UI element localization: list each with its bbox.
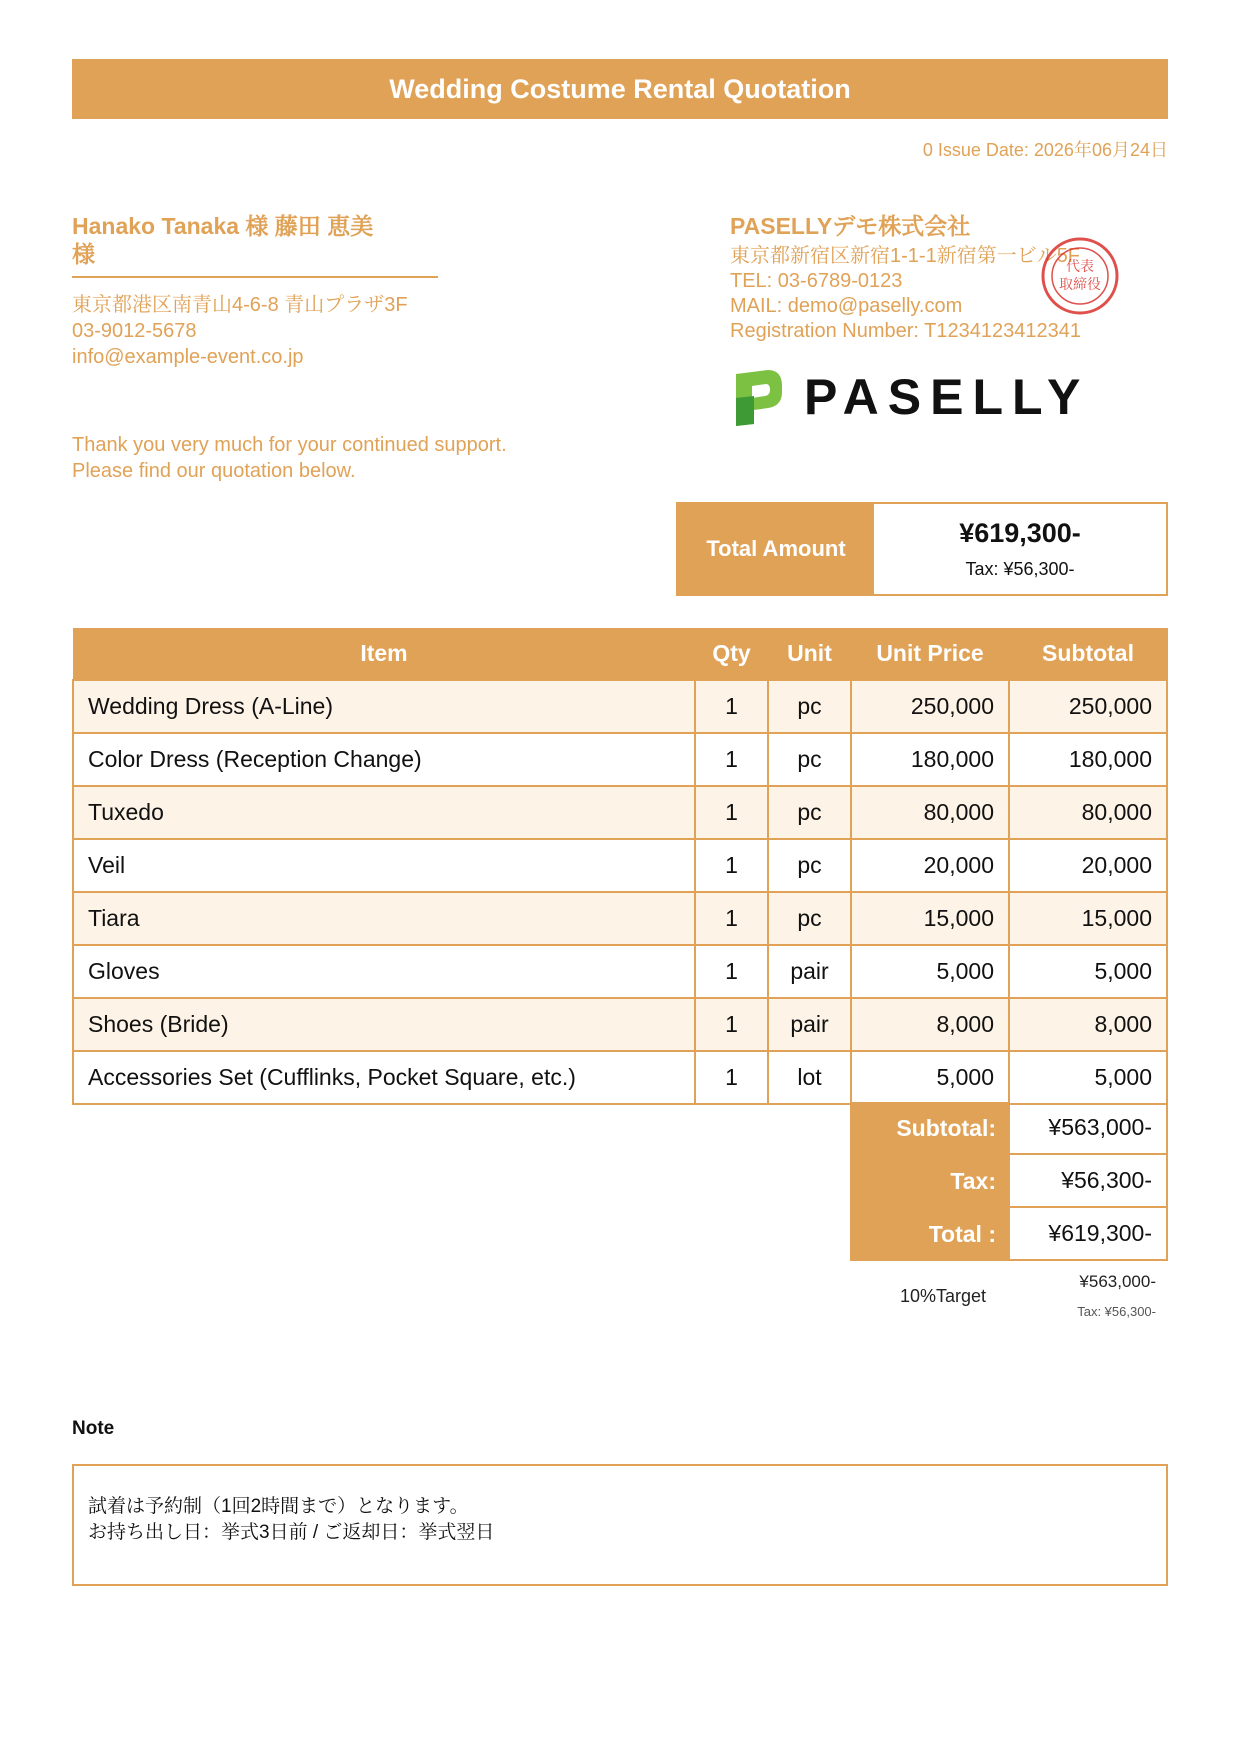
svg-text:代表: 代表 [1066, 259, 1094, 275]
summary-total-row [850, 1208, 1168, 1261]
greeting-text [72, 432, 507, 484]
cell-item: Tiara [73, 892, 695, 945]
cell-item: Accessories Set (Cufflinks, Pocket Square, etc.) [73, 1051, 695, 1104]
table-row [73, 1051, 1167, 1104]
note-line1: 試着は予約制（1回2時間まで）となります。 [88, 1496, 469, 1517]
company-mail: MAIL: demo@paselly.com [730, 295, 963, 317]
tax-breakdown-tax: Tax: ¥56,300- [1077, 1304, 1156, 1319]
tax-breakdown-amount: ¥563,000- [1079, 1272, 1156, 1291]
cell-qty: 1 [695, 839, 768, 892]
issue-date: 0 Issue Date: 2026年06月24日 [922, 140, 1168, 160]
summary-subtotal-row [850, 1102, 1168, 1155]
cell-subtotal: 5,000 [1009, 1051, 1167, 1104]
company-tel: TEL: 03-6789-0123 [730, 270, 903, 292]
cell-qty: 1 [695, 786, 768, 839]
cell-item: Wedding Dress (A-Line) [73, 680, 695, 733]
table-row [73, 998, 1167, 1051]
company-name: PASELLYデモ株式会社 [730, 213, 971, 239]
cell-item: Tuxedo [73, 786, 695, 839]
cell-unit: pc [768, 680, 851, 733]
cell-subtotal: 180,000 [1009, 733, 1167, 786]
customer-name-line2: 様 [72, 241, 95, 267]
total-amount-tax: Tax: ¥56,300- [965, 559, 1075, 579]
cell-qty: 1 [695, 998, 768, 1051]
cell-qty: 1 [695, 733, 768, 786]
note-box [72, 1464, 1168, 1586]
cell-unit-price: 5,000 [851, 1051, 1009, 1104]
table-row [73, 733, 1167, 786]
cell-unit: pc [768, 733, 851, 786]
svg-text:取締役: 取締役 [1059, 277, 1101, 293]
greeting-line2: Please find our quotation below. [72, 460, 356, 482]
total-amount-box [676, 502, 1168, 596]
items-table [72, 628, 1168, 1105]
paselly-logo-icon [730, 368, 784, 426]
cell-subtotal: 5,000 [1009, 945, 1167, 998]
header-unit-price: Unit Price [851, 628, 1009, 680]
cell-subtotal: 20,000 [1009, 839, 1167, 892]
customer-block [72, 212, 438, 370]
cell-unit-price: 8,000 [851, 998, 1009, 1051]
items-table-header [73, 628, 1167, 680]
header-qty: Qty [695, 628, 768, 680]
cell-unit: pc [768, 839, 851, 892]
cell-subtotal: 80,000 [1009, 786, 1167, 839]
summary-total-value: ¥619,300- [1010, 1208, 1168, 1261]
cell-qty: 1 [695, 1051, 768, 1104]
table-row [73, 945, 1167, 998]
company-seal-stamp [1040, 236, 1120, 316]
company-logo [730, 368, 1089, 426]
company-address: 東京都新宿区新宿1-1-1新宿第一ビル5F [730, 245, 1081, 267]
cell-item: Veil [73, 839, 695, 892]
summary-subtotal-value: ¥563,000- [1010, 1102, 1168, 1155]
cell-unit: pc [768, 786, 851, 839]
cell-unit: lot [768, 1051, 851, 1104]
customer-email: info@example-event.co.jp [72, 346, 304, 368]
summary-tax-row [850, 1155, 1168, 1208]
document-title: Wedding Costume Rental Quotation [72, 59, 1168, 119]
summary-tax-label: Tax: [850, 1155, 1010, 1208]
cell-unit: pair [768, 998, 851, 1051]
summary-total-label: Total : [850, 1208, 1010, 1261]
customer-contact [72, 292, 438, 370]
cell-unit-price: 5,000 [851, 945, 1009, 998]
table-row [73, 892, 1167, 945]
total-amount-label: Total Amount [678, 504, 874, 594]
customer-name [72, 212, 438, 268]
header-item: Item [73, 628, 695, 680]
cell-qty: 1 [695, 892, 768, 945]
cell-qty: 1 [695, 680, 768, 733]
cell-subtotal: 250,000 [1009, 680, 1167, 733]
summary-tax-value: ¥56,300- [1010, 1155, 1168, 1208]
company-registration: Registration Number: T1234123412341 [730, 320, 1081, 342]
cell-unit-price: 80,000 [851, 786, 1009, 839]
cell-subtotal: 8,000 [1009, 998, 1167, 1051]
cell-unit: pair [768, 945, 851, 998]
total-amount-value: ¥619,300- [959, 518, 1081, 548]
total-amount-values [874, 504, 1166, 594]
cell-qty: 1 [695, 945, 768, 998]
customer-underline [72, 276, 438, 278]
cell-unit: pc [768, 892, 851, 945]
header-unit: Unit [768, 628, 851, 680]
cell-item: Shoes (Bride) [73, 998, 695, 1051]
customer-address: 東京都港区南青山4-6-8 青山プラザ3F [72, 294, 408, 316]
tax-breakdown-label: 10%Target [900, 1286, 987, 1306]
table-row [73, 680, 1167, 733]
cell-unit-price: 250,000 [851, 680, 1009, 733]
logo-wordmark: PASELLY [804, 369, 1090, 425]
cell-subtotal: 15,000 [1009, 892, 1167, 945]
customer-phone: 03-9012-5678 [72, 320, 197, 342]
customer-name-line1: Hanako Tanaka 様 藤田 恵美 [72, 213, 374, 239]
cell-unit-price: 15,000 [851, 892, 1009, 945]
cell-item: Gloves [73, 945, 695, 998]
greeting-line1: Thank you very much for your continued support. [72, 434, 507, 456]
note-title: Note [72, 1418, 115, 1439]
cell-unit-price: 20,000 [851, 839, 1009, 892]
table-row [73, 839, 1167, 892]
header-subtotal: Subtotal [1009, 628, 1167, 680]
summary-block [850, 1102, 1168, 1261]
cell-unit-price: 180,000 [851, 733, 1009, 786]
note-line2: お持ち出し日：挙式3日前 / ご返却日：挙式翌日 [88, 1522, 495, 1543]
cell-item: Color Dress (Reception Change) [73, 733, 695, 786]
summary-subtotal-label: Subtotal: [850, 1102, 1010, 1155]
table-row [73, 786, 1167, 839]
